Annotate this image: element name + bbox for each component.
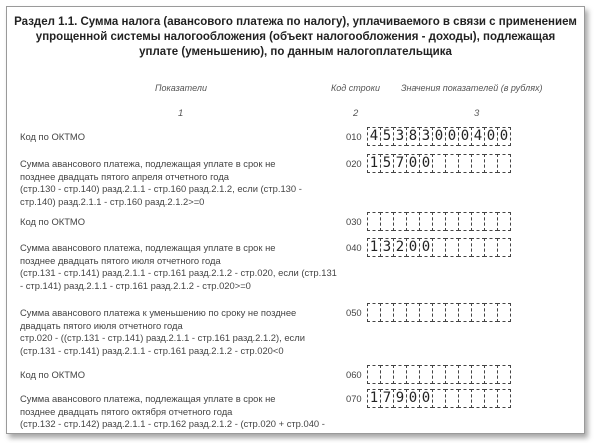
digit-cell[interactable]: 0 <box>406 389 420 408</box>
value-input-cells[interactable] <box>367 154 510 173</box>
row-description-line: Сумма авансового платежа, подлежащая уплате в срок не <box>20 393 276 404</box>
row-description-line: (стр.130 - стр.140) разд.2.1.1 - стр.160 разд.2.1.2, если (стр.130 - <box>20 183 302 194</box>
row-description <box>20 242 340 292</box>
digit-cell[interactable]: 0 <box>419 154 433 173</box>
digit-cell[interactable] <box>484 303 498 322</box>
digit-cell[interactable] <box>406 365 420 384</box>
digit-cell[interactable] <box>497 303 511 322</box>
row-description-line: Сумма авансового платежа к уменьшению по сроку не позднее <box>20 307 297 318</box>
row-description <box>20 158 340 208</box>
row-description-line: Сумма авансового платежа, подлежащая уплате в срок не <box>20 158 276 169</box>
digit-cell[interactable] <box>432 238 446 257</box>
digit-cell[interactable] <box>484 365 498 384</box>
row-description-line: стр.020 - ((стр.131 - стр.141) разд.2.1.1 - стр.161 разд.2.1.2), если <box>20 332 305 343</box>
digit-cell[interactable] <box>484 212 498 231</box>
digit-cell[interactable] <box>458 212 472 231</box>
digit-cell[interactable]: 1 <box>367 154 381 173</box>
digit-cell[interactable]: 3 <box>380 238 394 257</box>
digit-cell[interactable] <box>497 154 511 173</box>
section-title <box>7 15 584 60</box>
form-page <box>6 6 585 434</box>
row-description <box>20 216 340 229</box>
section-title-line: уплате (уменьшению), по данным налогоплательщика <box>139 46 452 58</box>
digit-cell[interactable] <box>406 303 420 322</box>
row-description-line: (стр.132 - стр.142) разд.2.1.1 - стр.162 разд.2.1.2 - (стр.020 + стр.040 - <box>20 418 325 429</box>
digit-cell[interactable]: 0 <box>497 127 511 146</box>
digit-cell[interactable]: 7 <box>380 389 394 408</box>
digit-cell[interactable]: 5 <box>380 154 394 173</box>
column-number-2: 2 <box>353 108 359 119</box>
line-code: 060 <box>346 369 362 380</box>
digit-cell[interactable]: 2 <box>393 238 407 257</box>
row-description-line: двадцать пятого июля отчетного года <box>20 319 183 331</box>
digit-cell[interactable]: 4 <box>471 127 485 146</box>
column-header-values: Значения показателей (в рублях) <box>401 83 543 93</box>
digit-cell[interactable] <box>445 154 459 173</box>
digit-cell[interactable] <box>471 212 485 231</box>
digit-cell[interactable] <box>367 365 381 384</box>
digit-cell[interactable]: 0 <box>419 238 433 257</box>
row-description-line: Код по ОКТМО <box>20 369 86 380</box>
digit-cell[interactable] <box>471 303 485 322</box>
digit-cell[interactable] <box>458 238 472 257</box>
digit-cell[interactable] <box>497 212 511 231</box>
digit-cell[interactable]: 1 <box>367 389 381 408</box>
digit-cell[interactable] <box>432 365 446 384</box>
digit-cell[interactable] <box>458 365 472 384</box>
row-description-line: позднее двадцать пятого октября отчетного года <box>20 405 233 417</box>
digit-cell[interactable] <box>484 389 498 408</box>
digit-cell[interactable] <box>497 389 511 408</box>
digit-cell[interactable] <box>458 303 472 322</box>
column-number-1: 1 <box>178 108 184 119</box>
column-number-3: 3 <box>474 108 480 119</box>
digit-cell[interactable]: 8 <box>406 127 420 146</box>
digit-cell[interactable]: 4 <box>367 127 381 146</box>
digit-cell[interactable] <box>484 154 498 173</box>
section-title-line: Раздел 1.1. Сумма налога (авансового платежа по налогу), уплачиваемого в связи с применением <box>14 16 577 28</box>
digit-cell[interactable] <box>484 238 498 257</box>
row-description <box>20 131 340 144</box>
row-description-line: стр.140) разд.2.1.1 - стр.160 разд.2.1.2>=0 <box>20 195 205 207</box>
value-input-cells[interactable] <box>367 238 510 257</box>
digit-cell[interactable]: 9 <box>393 389 407 408</box>
digit-cell[interactable] <box>445 303 459 322</box>
digit-cell[interactable] <box>471 365 485 384</box>
digit-cell[interactable]: 0 <box>484 127 498 146</box>
digit-cell[interactable] <box>432 154 446 173</box>
digit-cell[interactable]: 0 <box>419 389 433 408</box>
row-description-line: позднее двадцать пятого апреля отчетного года <box>20 170 230 182</box>
digit-cell[interactable] <box>471 389 485 408</box>
row-description <box>20 369 340 382</box>
value-input-cells[interactable] <box>367 365 510 384</box>
value-input-cells[interactable] <box>367 389 510 408</box>
row-description <box>20 307 340 357</box>
digit-cell[interactable] <box>432 212 446 231</box>
digit-cell[interactable] <box>432 303 446 322</box>
digit-cell[interactable] <box>445 365 459 384</box>
digit-cell[interactable]: 3 <box>393 127 407 146</box>
digit-cell[interactable] <box>497 365 511 384</box>
digit-cell[interactable] <box>419 212 433 231</box>
row-description-line: (стр.131 - стр.141) разд.2.1.1 - стр.161 разд.2.1.2 - стр.020<0 <box>20 344 284 356</box>
digit-cell[interactable] <box>458 389 472 408</box>
digit-cell[interactable]: 0 <box>406 154 420 173</box>
digit-cell[interactable] <box>497 238 511 257</box>
column-header-line-code: Код строки <box>331 83 380 93</box>
row-description-line: Код по ОКТМО <box>20 131 86 142</box>
digit-cell[interactable] <box>432 389 446 408</box>
line-code: 010 <box>346 131 362 142</box>
digit-cell[interactable]: 5 <box>380 127 394 146</box>
digit-cell[interactable] <box>445 238 459 257</box>
section-title-line: упрощенной системы налогообложения (объект налогообложения - доходы), подлежащая <box>35 31 556 43</box>
line-code: 050 <box>346 307 362 318</box>
line-code: 020 <box>346 158 362 169</box>
digit-cell[interactable] <box>380 303 394 322</box>
digit-cell[interactable] <box>393 303 407 322</box>
digit-cell[interactable] <box>380 212 394 231</box>
digit-cell[interactable]: 3 <box>419 127 433 146</box>
digit-cell[interactable] <box>445 212 459 231</box>
digit-cell[interactable] <box>393 212 407 231</box>
digit-cell[interactable]: 0 <box>445 127 459 146</box>
digit-cell[interactable] <box>471 238 485 257</box>
row-description-line: Сумма авансового платежа, подлежащая уплате в срок не <box>20 242 276 253</box>
digit-cell[interactable] <box>367 212 381 231</box>
digit-cell[interactable]: 1 <box>367 238 381 257</box>
digit-cell[interactable] <box>419 365 433 384</box>
digit-cell[interactable] <box>393 365 407 384</box>
row-description-line: - стр.141) разд.2.1.1 - стр.161 разд.2.1.2 - стр.020>=0 <box>20 279 251 291</box>
row-description-line: Код по ОКТМО <box>20 216 86 227</box>
digit-cell[interactable]: 0 <box>432 127 446 146</box>
digit-cell[interactable] <box>406 212 420 231</box>
line-code: 070 <box>346 393 362 404</box>
digit-cell[interactable] <box>380 365 394 384</box>
digit-cell[interactable]: 0 <box>458 127 472 146</box>
column-header-indicators: Показатели <box>155 83 207 93</box>
digit-cell[interactable] <box>367 303 381 322</box>
digit-cell[interactable]: 0 <box>406 238 420 257</box>
value-input-cells[interactable] <box>367 212 510 231</box>
value-input-cells[interactable] <box>367 127 510 146</box>
digit-cell[interactable] <box>471 154 485 173</box>
digit-cell[interactable] <box>458 154 472 173</box>
row-description <box>20 393 340 431</box>
value-input-cells[interactable] <box>367 303 510 322</box>
line-code: 030 <box>346 216 362 227</box>
line-code: 040 <box>346 242 362 253</box>
row-description-line: позднее двадцать пятого июля отчетного года <box>20 254 221 266</box>
digit-cell[interactable]: 7 <box>393 154 407 173</box>
row-description-line: (стр.131 - стр.141) разд.2.1.1 - стр.161 разд.2.1.2 - стр.020, если (стр.131 <box>20 267 337 278</box>
digit-cell[interactable] <box>419 303 433 322</box>
digit-cell[interactable] <box>445 389 459 408</box>
